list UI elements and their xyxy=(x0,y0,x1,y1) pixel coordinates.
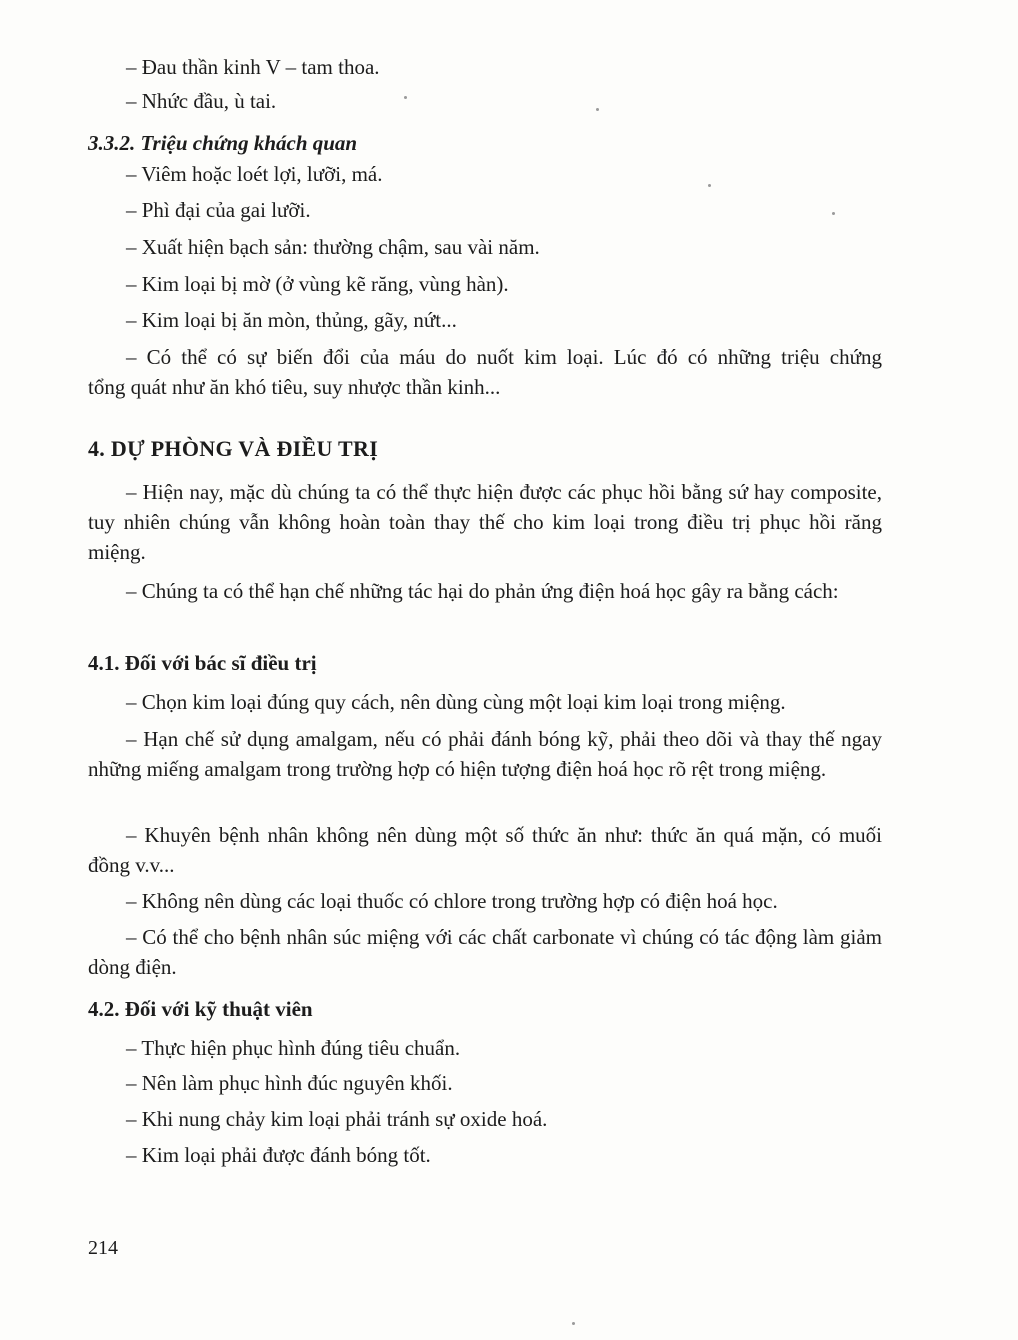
list-item: – Chọn kim loại đúng quy cách, nên dùng cùng một loại kim loại trong miệng. xyxy=(126,690,786,714)
list-item: – Không nên dùng các loại thuốc có chlore trong trường hợp có điện hoá học. xyxy=(126,889,778,913)
list-item: – Kim loại phải được đánh bóng tốt. xyxy=(126,1143,431,1167)
subsection-heading-42: 4.2. Đối với kỹ thuật viên xyxy=(88,997,313,1021)
list-item: – Phì đại của gai lưỡi. xyxy=(126,198,311,222)
scan-speck xyxy=(596,108,599,111)
paragraph-line: tổng quát như ăn khó tiêu, suy nhược thần kinh... xyxy=(88,375,501,399)
list-item: – Kim loại bị ăn mòn, thủng, gãy, nứt... xyxy=(126,308,457,332)
paragraph: – Có thể cho bệnh nhân súc miệng với các chất carbonate vì chúng có tác động làm giảm dòng điện. xyxy=(88,925,882,979)
list-item: – Đau thần kinh V – tam thoa. xyxy=(126,55,380,79)
subsection-heading-41: 4.1. Đối với bác sĩ điều trị xyxy=(88,651,317,675)
list-item: – Xuất hiện bạch sản: thường chậm, sau vài năm. xyxy=(126,235,540,259)
scan-speck xyxy=(832,212,835,215)
list-item: – Viêm hoặc loét lợi, lưỡi, má. xyxy=(126,162,383,186)
paragraph-line: – Có thể có sự biến đổi của máu do nuốt kim loại. Lúc đó có những triệu chứng xyxy=(126,345,882,369)
scan-speck xyxy=(572,1322,575,1325)
list-item: – Nhức đầu, ù tai. xyxy=(126,89,277,113)
paragraph: – Chúng ta có thể hạn chế những tác hại do phản ứng điện hoá học gây ra bằng cách: xyxy=(126,579,839,603)
paragraph: – Khuyên bệnh nhân không nên dùng một số thức ăn như: thức ăn quá mặn, có muối đồng v.v... xyxy=(88,823,882,877)
list-item: – Khi nung chảy kim loại phải tránh sự oxide hoá. xyxy=(126,1107,548,1131)
paragraph: – Hạn chế sử dụng amalgam, nếu có phải đánh bóng kỹ, phải theo dõi và thay thế ngay những miếng amalgam trong trường hợp có hiện tượng điện hoá học rõ rệt trong miệng. xyxy=(88,727,882,781)
scan-speck xyxy=(404,96,407,99)
list-item: – Nên làm phục hình đúc nguyên khối. xyxy=(126,1071,453,1095)
scan-speck xyxy=(708,184,711,187)
list-item: – Kim loại bị mờ (ở vùng kẽ răng, vùng hàn). xyxy=(126,272,509,296)
subsection-heading-332: 3.3.2. Triệu chứng khách quan xyxy=(88,131,358,155)
paragraph: – Hiện nay, mặc dù chúng ta có thể thực hiện được các phục hồi bằng sứ hay composite, tuy nhiên chúng vẫn không hoàn toàn thay thế cho kim loại trong điều trị phục hồi răng miệng. xyxy=(88,480,882,564)
section-heading-4: 4. DỰ PHÒNG VÀ ĐIỀU TRỊ xyxy=(88,436,379,461)
list-item: – Thực hiện phục hình đúng tiêu chuẩn. xyxy=(126,1036,461,1060)
page-number: 214 xyxy=(88,1237,118,1259)
